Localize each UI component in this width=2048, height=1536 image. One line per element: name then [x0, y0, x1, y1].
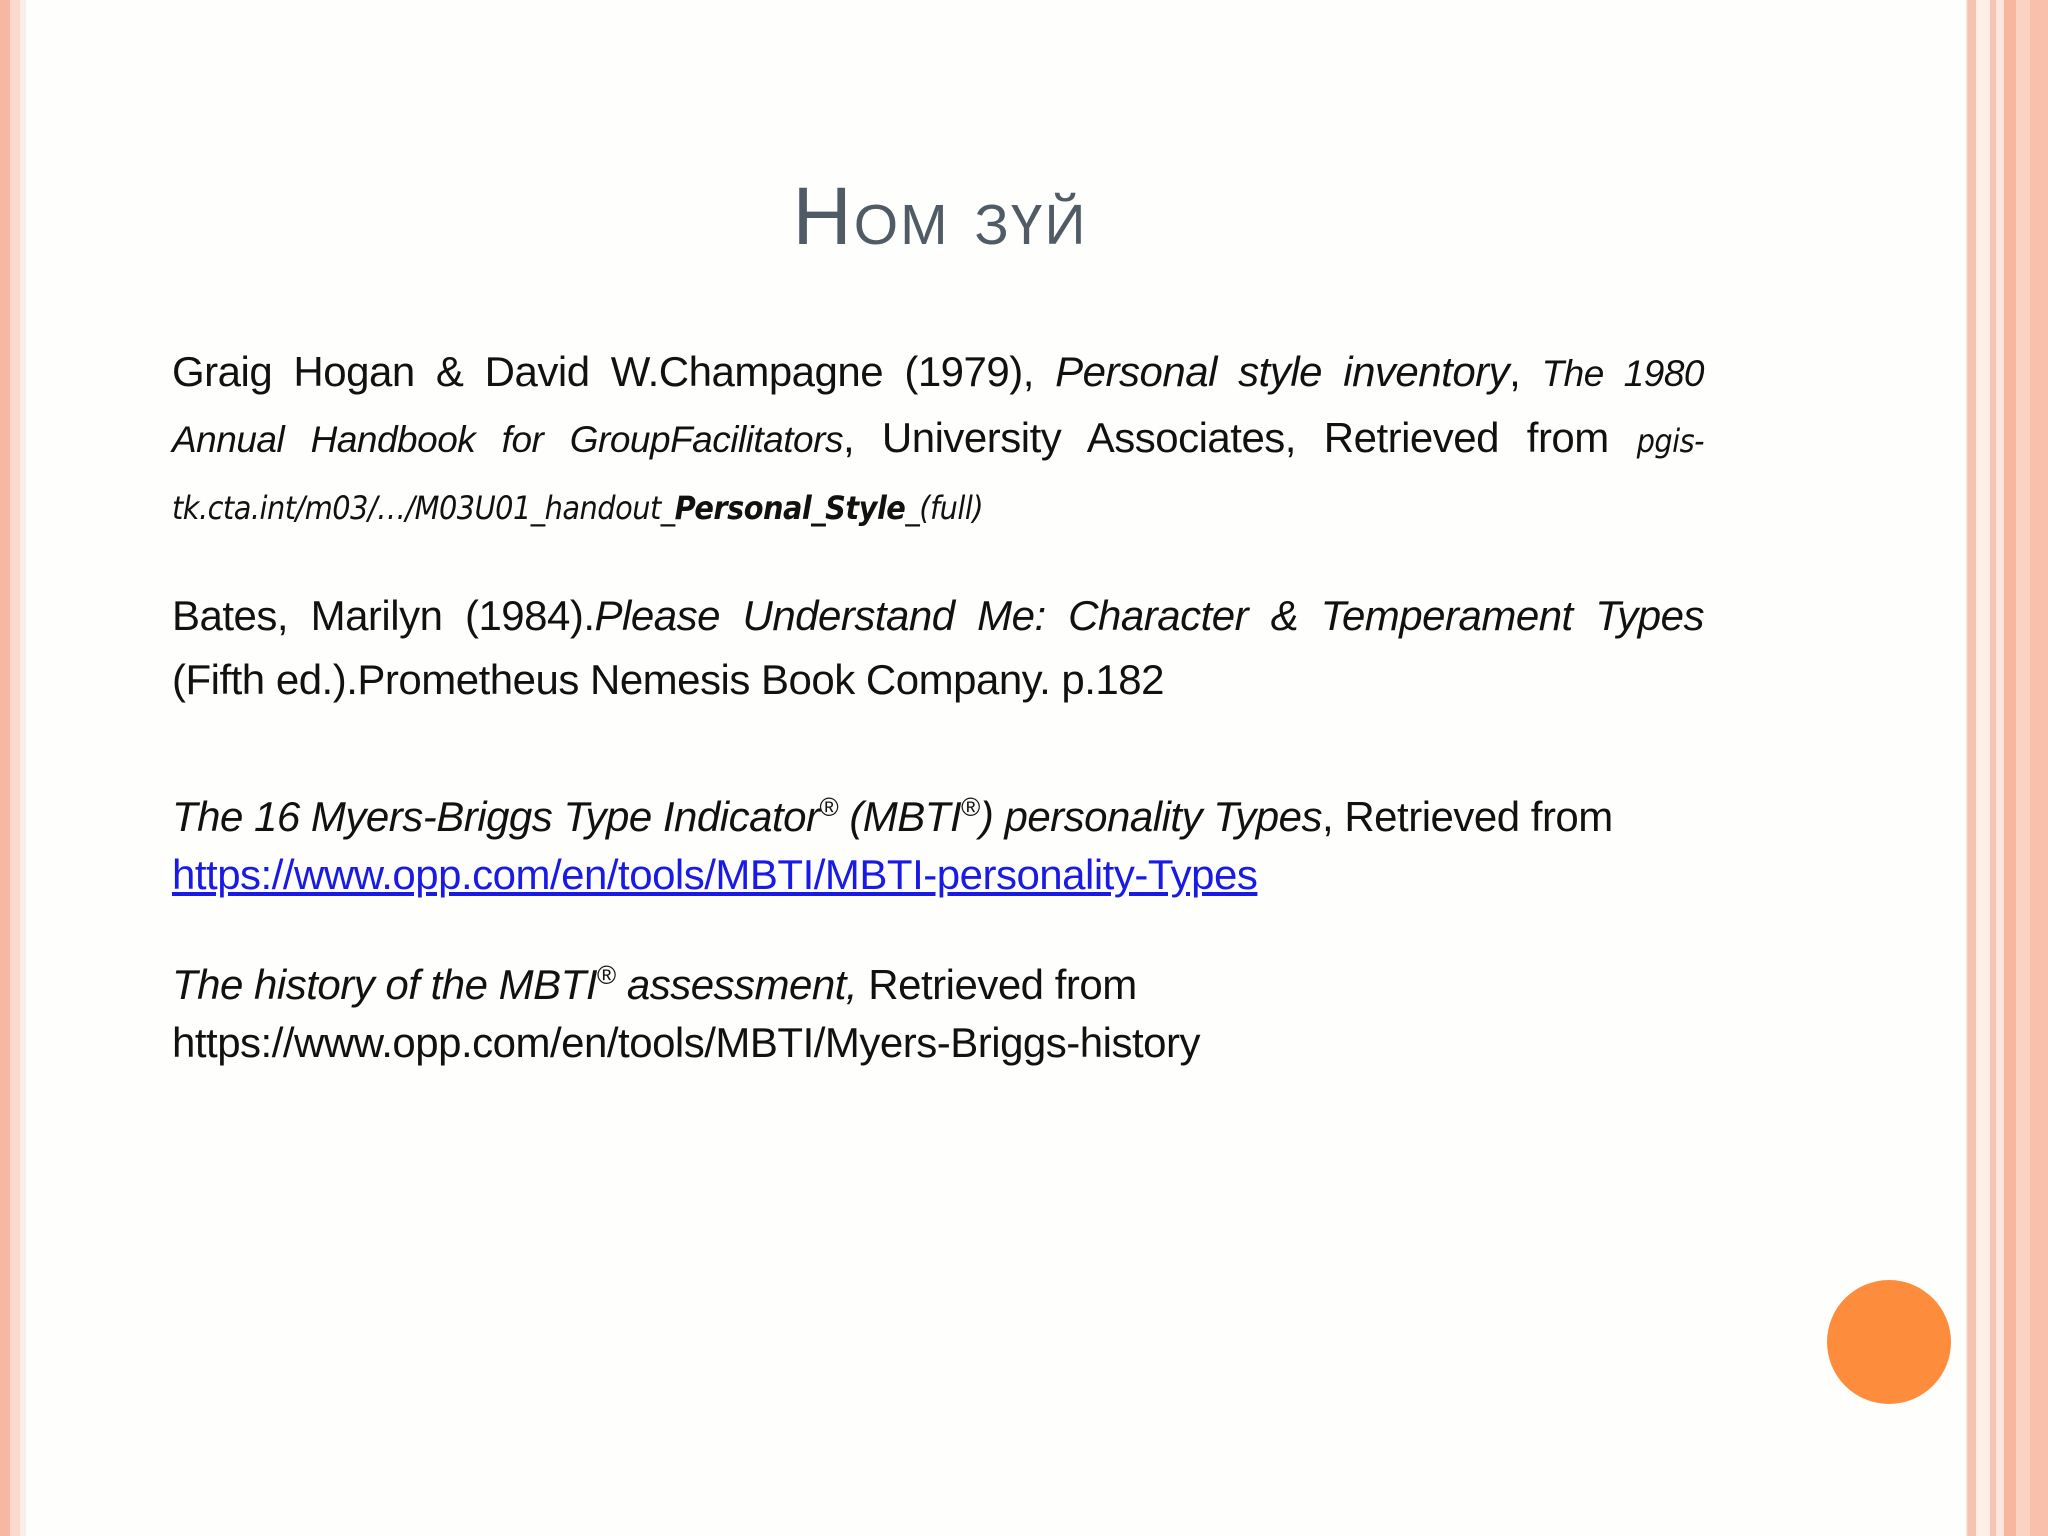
- slide-title: Ном зүй: [792, 171, 1088, 262]
- ref1-publisher: , University Associates, Retrieved from: [842, 414, 1637, 461]
- ref2-work-title: Please Understand Me: Character & Temperament Types: [594, 592, 1704, 639]
- ref1-url-part-1: pgis-tk.cta.int/m03/…/M03U01_handout_: [172, 422, 1705, 527]
- ref4-retrieved: Retrieved from: [857, 961, 1137, 1008]
- ref4-url: https://www.opp.com/en/tools/MBTI/Myers-Briggs-history: [172, 1019, 1200, 1066]
- ref3-url-link[interactable]: https://www.opp.com/en/tools/MBTI/MBTI-personality-Types: [172, 851, 1258, 898]
- reference-list: [172, 340, 1704, 1072]
- reference-item-4: [172, 956, 1704, 1072]
- ref2-publisher: (Fifth ed.).Prometheus Nemesis Book Company. p.182: [172, 656, 1165, 703]
- orange-circle-decoration: [1827, 1280, 1951, 1404]
- ref1-source: The 1980 Annual Handbook for GroupFacilitators: [172, 353, 1704, 460]
- reference-item-1: [172, 340, 1704, 540]
- ref3-work-title-a: The 16 Myers-Briggs Type Indicator: [172, 793, 820, 840]
- ref3-work-title-b: (MBTI: [838, 793, 962, 840]
- ref4-work-title-b: assessment,: [615, 961, 858, 1008]
- reference-item-2: [172, 584, 1704, 712]
- ref1-separator: ,: [1509, 348, 1542, 395]
- ref1-work-title: Personal style inventory: [1055, 348, 1510, 395]
- right-border-decoration: [1966, 0, 2048, 1536]
- ref1-url-bold: Personal_Style: [674, 489, 906, 527]
- ref2-authors: Bates, Marilyn (1984).: [172, 592, 595, 639]
- ref1-url-part-2: _(full): [905, 489, 984, 527]
- ref3-retrieved: , Retrieved from: [1322, 793, 1613, 840]
- registered-mark: ®: [961, 792, 980, 822]
- ref3-work-title-c: ) personality Types: [979, 793, 1323, 840]
- ref1-authors: Graig Hogan & David W.Champagne (1979),: [172, 348, 1056, 395]
- ref4-work-title-a: The history of the MBTI: [172, 961, 597, 1008]
- reference-item-3: [172, 788, 1704, 904]
- registered-mark: ®: [819, 792, 839, 822]
- registered-mark: ®: [597, 960, 616, 990]
